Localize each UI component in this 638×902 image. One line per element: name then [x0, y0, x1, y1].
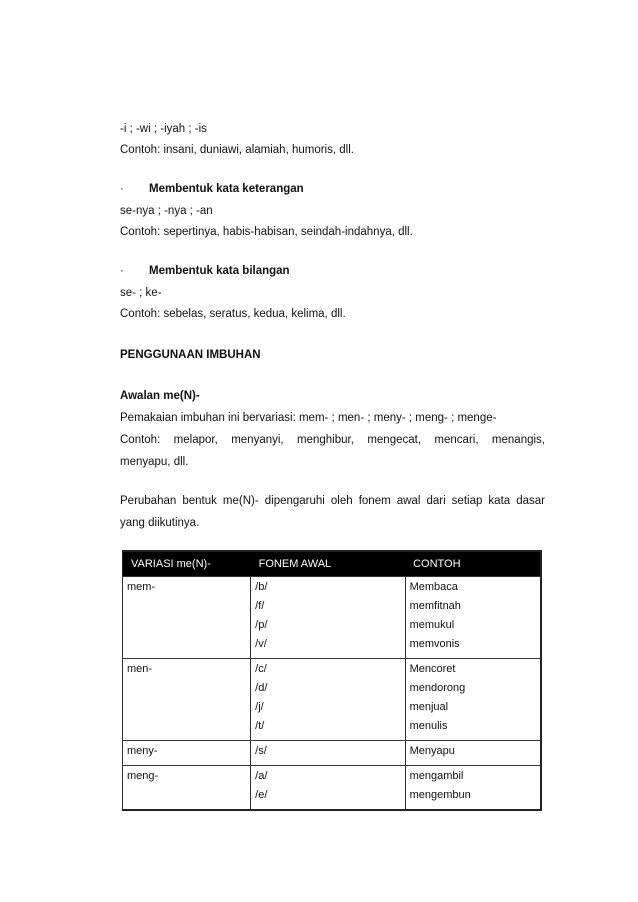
cell-fonem: /s/ [251, 741, 405, 766]
usage-example-line2: menyapu, dll. [120, 456, 189, 468]
header-variasi: VARIASI me(N)- [123, 551, 251, 577]
adverb-affixes: se-nya ; -nya ; -an [120, 205, 213, 217]
numeral-heading: Membentuk kata bilangan [149, 265, 290, 277]
adjective-suffixes: -i ; -wi ; -iyah ; -is [120, 123, 207, 135]
bullet-icon: · [120, 265, 124, 277]
cell-variasi: mem- [123, 577, 251, 659]
table-row [123, 741, 542, 766]
cell-contoh: Menyapu [405, 741, 541, 766]
table-row [123, 766, 542, 811]
cell-contoh: Mencoret mendorong menjual menulis [405, 659, 541, 741]
cell-variasi: meny- [123, 741, 251, 766]
adverb-example: Contoh: sepertinya, habis-habisan, seindah-indahnya, dll. [120, 226, 413, 238]
cell-fonem: /b/ /f/ /p/ /v/ [251, 577, 405, 659]
change-text-line1: Perubahan bentuk me(N)- dipengaruhi oleh fonem awal dari setiap kata dasar [120, 495, 545, 507]
header-contoh: CONTOH [405, 551, 541, 577]
prefix-variation-table [122, 550, 542, 811]
cell-variasi: men- [123, 659, 251, 741]
cell-variasi: meng- [123, 766, 251, 811]
usage-heading: PENGGUNAAN IMBUHAN [120, 349, 261, 361]
variation-text: Pemakaian imbuhan ini bervariasi: mem- ; men- ; meny- ; meng- ; menge- [120, 412, 497, 424]
numeral-affixes: se- ; ke- [120, 287, 162, 299]
table-header-row [123, 551, 542, 577]
numeral-example: Contoh: sebelas, seratus, kedua, kelima, dll. [120, 308, 346, 320]
prefix-subheading: Awalan me(N)- [120, 390, 200, 402]
table-row [123, 577, 542, 659]
table-row [123, 659, 542, 741]
bullet-icon: · [120, 183, 124, 195]
change-text-line2: yang diikutinya. [120, 517, 200, 529]
cell-contoh: Membaca memfitnah memukul memvonis [405, 577, 541, 659]
header-fonem-awal: FONEM AWAL [251, 551, 405, 577]
cell-fonem: /a/ /e/ [251, 766, 405, 811]
cell-fonem: /c/ /d/ /j/ /t/ [251, 659, 405, 741]
adjective-example: Contoh: insani, duniawi, alamiah, humoris, dll. [120, 144, 354, 156]
cell-contoh: mengambil mengembun [405, 766, 541, 811]
adverb-heading: Membentuk kata keterangan [149, 183, 304, 195]
usage-example-line1: Contoh: melapor, menyanyi, menghibur, mengecat, mencari, menangis, [120, 434, 545, 446]
